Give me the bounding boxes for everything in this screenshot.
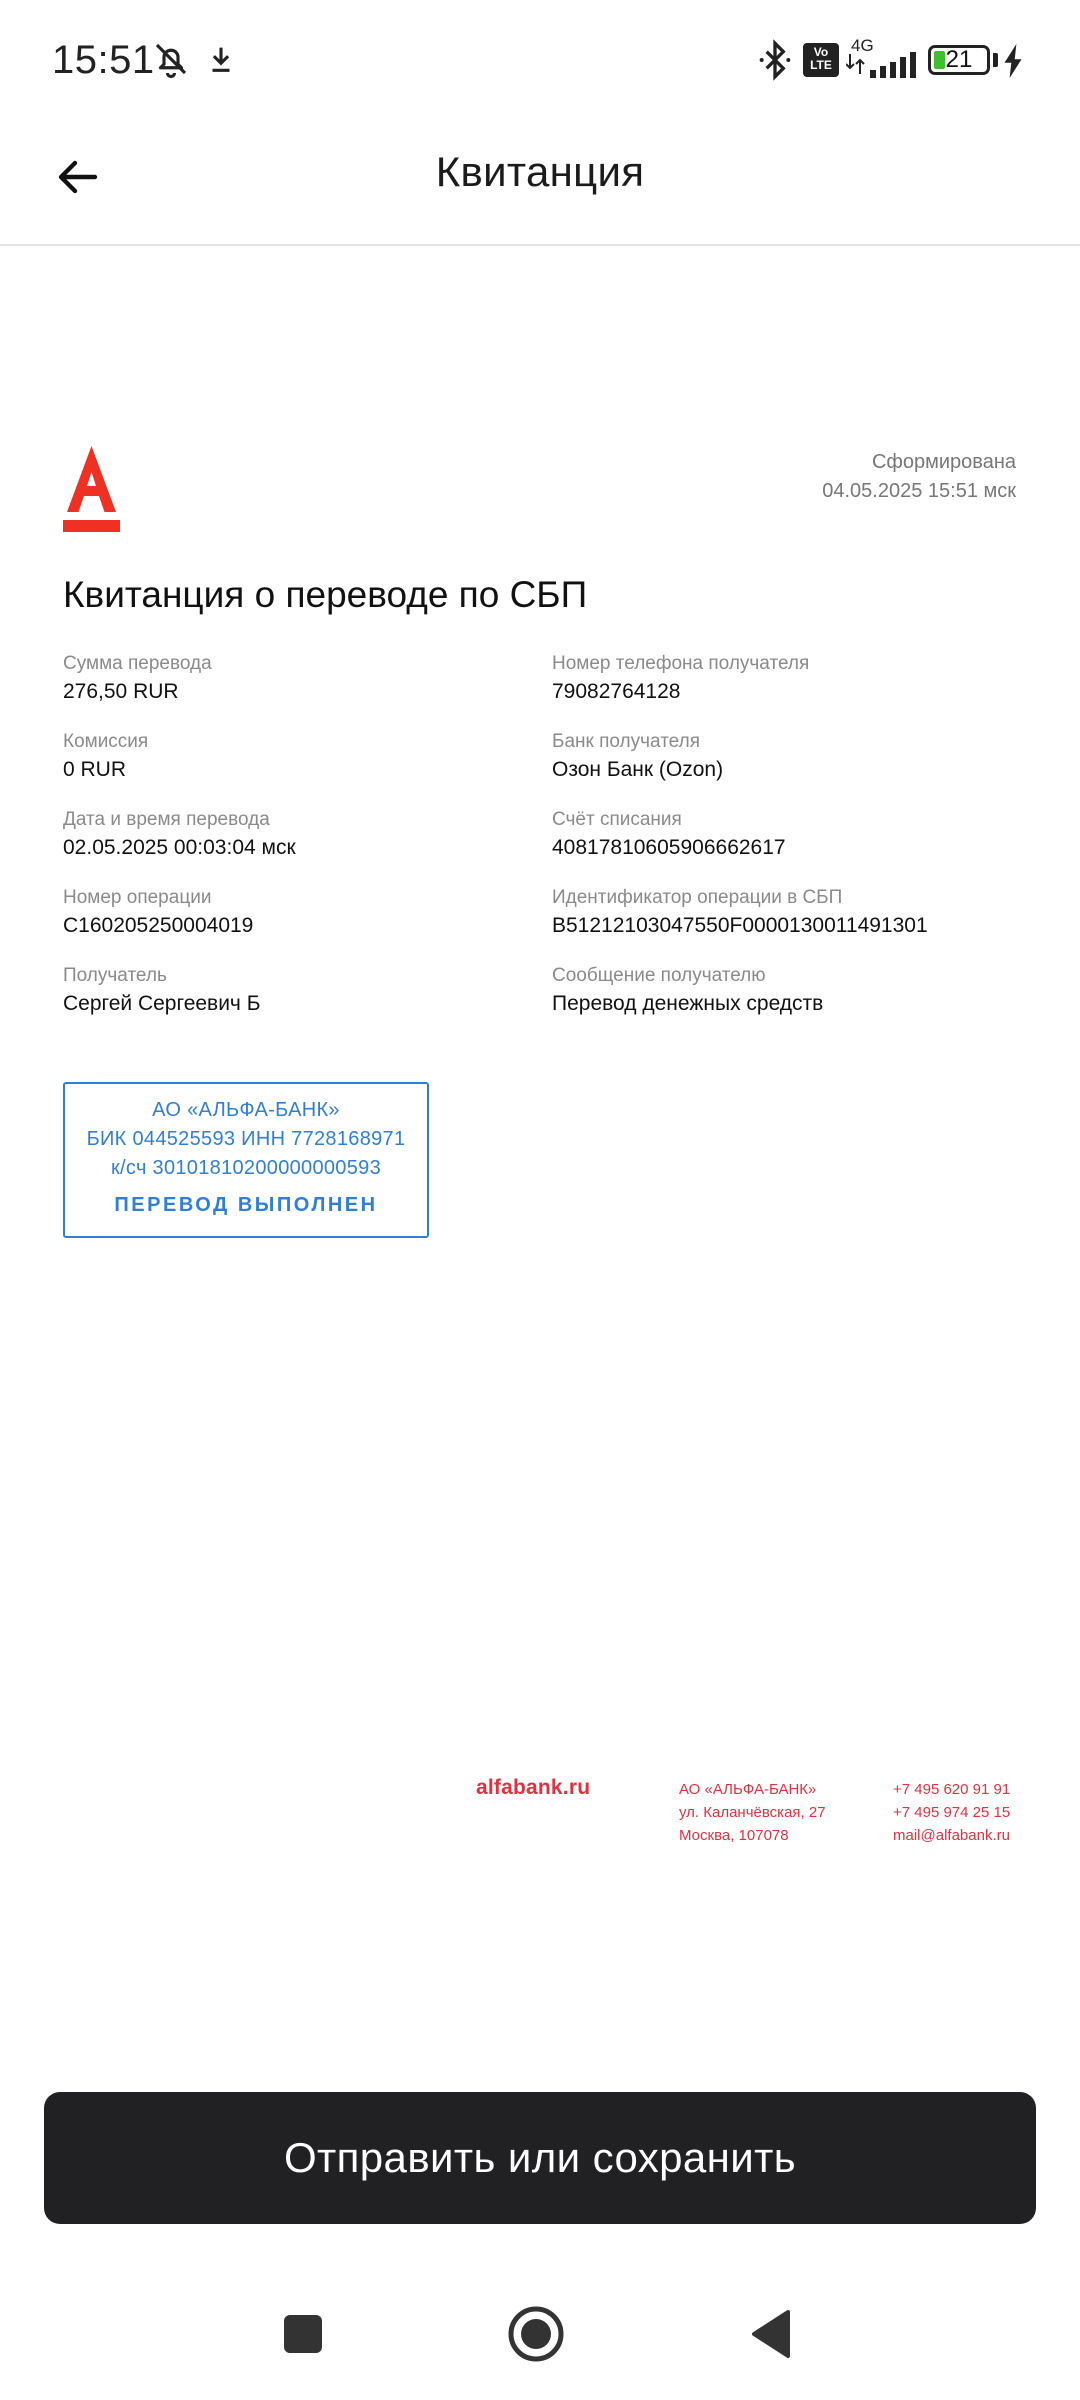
field-label: Идентификатор операции в СБП <box>552 887 843 908</box>
footer-address-line: ул. Каланчёвская, 27 <box>679 1804 826 1821</box>
status-bar <box>0 0 1080 120</box>
field-operation-number <box>63 886 533 964</box>
fields-column-left <box>63 652 533 1042</box>
signal-4g-icon <box>846 52 918 78</box>
field-debit-account <box>552 808 1032 886</box>
back-triangle-icon <box>748 2309 794 2359</box>
footer-contacts <box>893 1778 1010 1847</box>
field-sbp-operation-id <box>552 886 1032 964</box>
system-navigation-bar <box>0 2260 1080 2400</box>
formed-info <box>822 448 1016 506</box>
stamp-status: ПЕРЕВОД ВЫПОЛНЕН <box>114 1194 378 1216</box>
send-or-save-button[interactable]: Отправить или сохранить <box>44 2092 1036 2224</box>
battery-tip <box>993 53 998 67</box>
page-title: Квитанция <box>435 148 645 195</box>
battery-level-text: 21 <box>945 46 973 73</box>
recents-button[interactable] <box>273 2304 333 2364</box>
recents-square-icon <box>282 2313 324 2355</box>
field-value: 40817810605906662617 <box>552 836 786 859</box>
field-label: Комиссия <box>63 731 149 752</box>
footer-phone: +7 495 974 25 15 <box>893 1804 1011 1821</box>
home-button[interactable] <box>506 2304 566 2364</box>
field-value: 02.05.2025 00:03:04 мск <box>63 836 296 859</box>
back-nav-button[interactable] <box>741 2304 801 2364</box>
field-value: 0 RUR <box>63 758 127 781</box>
bluetooth-icon <box>755 38 795 82</box>
field-label: Дата и время перевода <box>63 809 270 830</box>
home-circle-icon <box>506 2304 566 2364</box>
bank-stamp <box>63 1082 429 1238</box>
field-recipient-message <box>552 964 1032 1042</box>
field-transfer-amount <box>63 652 533 730</box>
stamp-corr-account: к/сч 30101810200000000593 <box>110 1157 382 1179</box>
network-type-label: 4G <box>851 36 874 55</box>
footer-address-line: Москва, 107078 <box>679 1827 789 1844</box>
bell-off-icon <box>150 38 192 80</box>
field-value: 276,50 RUR <box>63 680 179 703</box>
field-value: Перевод денежных средств <box>552 992 824 1015</box>
stamp-bik-inn: БИК 044525593 ИНН 7728168971 <box>86 1128 406 1150</box>
field-value: B51212103047550F0000130011491301 <box>552 914 928 937</box>
field-value: Озон Банк (Ozon) <box>552 758 724 781</box>
formed-datetime: 04.05.2025 15:51 мск <box>822 480 1016 502</box>
formed-label: Сформирована <box>871 451 1016 473</box>
charging-icon <box>1002 44 1024 78</box>
field-label: Сумма перевода <box>63 653 212 674</box>
status-time: 15:51 <box>52 38 155 82</box>
field-label: Получатель <box>63 965 167 986</box>
footer-site: alfabank.ru <box>476 1776 591 1799</box>
footer-email: mail@alfabank.ru <box>893 1827 1010 1844</box>
field-commission <box>63 730 533 808</box>
receipt-title: Квитанция о переводе по СБП <box>63 574 588 615</box>
receipt-document <box>0 248 1080 2078</box>
field-label: Номер операции <box>63 887 212 908</box>
field-value: Сергей Сергеевич Б <box>63 992 261 1015</box>
field-value: 79082764128 <box>552 680 681 703</box>
footer-phone: +7 495 620 91 91 <box>893 1781 1011 1798</box>
footer-address-line: АО «АЛЬФА-БАНК» <box>679 1781 817 1798</box>
field-recipient-phone <box>552 652 1032 730</box>
field-recipient-bank <box>552 730 1032 808</box>
field-label: Номер телефона получателя <box>552 653 810 674</box>
alfa-bank-logo <box>63 446 120 532</box>
field-label: Сообщение получателю <box>552 965 766 986</box>
app-bar <box>0 120 1080 246</box>
field-value: C160205250004019 <box>63 914 254 937</box>
field-transfer-datetime <box>63 808 533 886</box>
volte-icon: Vo LTE <box>803 43 839 77</box>
field-label: Банк получателя <box>552 731 700 752</box>
battery-icon <box>928 45 990 75</box>
stamp-bank-name: АО «АЛЬФА-БАНК» <box>152 1099 340 1121</box>
field-label: Счёт списания <box>552 809 682 830</box>
footer-address <box>679 1778 826 1847</box>
fields-column-right <box>552 652 1032 1042</box>
download-icon <box>204 42 238 76</box>
field-recipient <box>63 964 533 1042</box>
